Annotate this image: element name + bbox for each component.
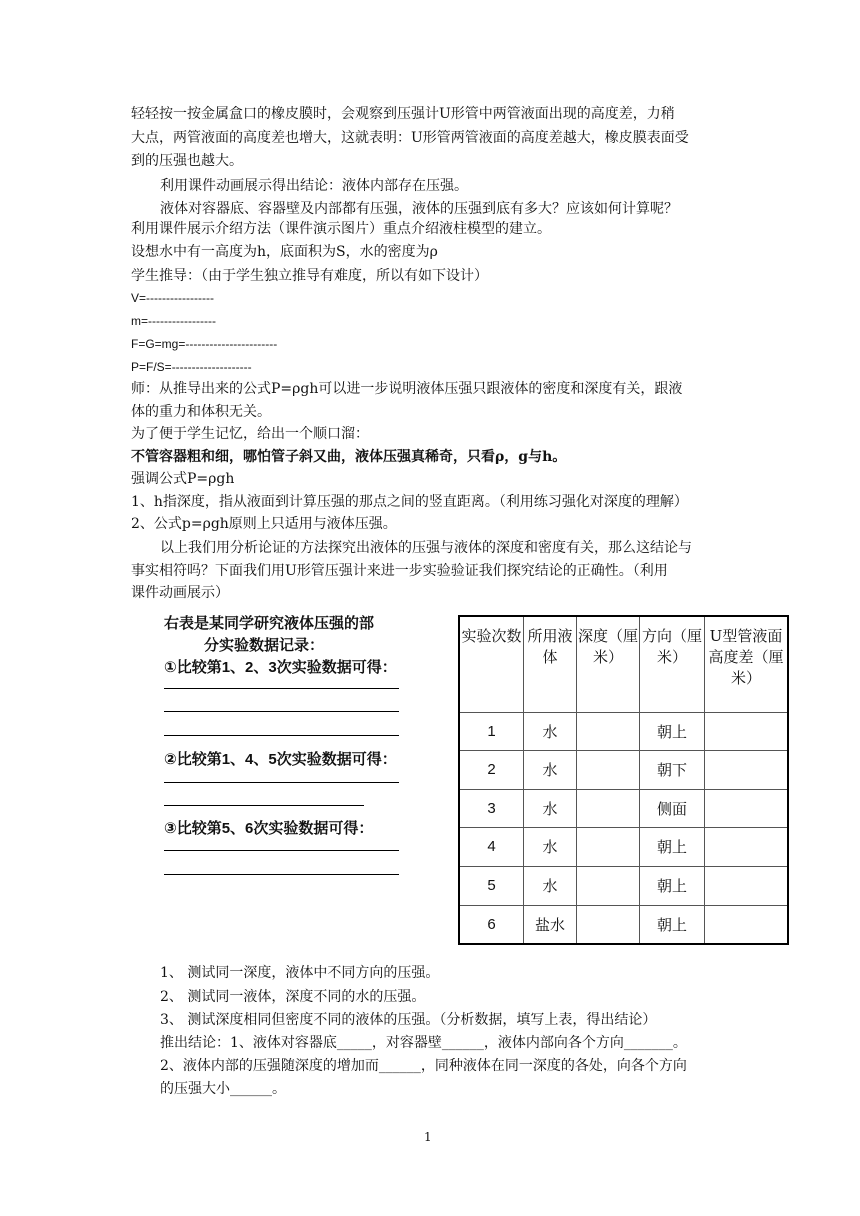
table-row (459, 866, 788, 905)
answer-line[interactable] (164, 735, 399, 736)
header-depth: 深度（厘米） (577, 616, 640, 712)
formula-v: V=----------------- (131, 291, 214, 305)
paragraph-1: 轻轻按一按金属盒口的橡皮膜时，会观察到压强计U形管中两管液面出现的高度差，力稍 (131, 106, 675, 122)
paragraph-13: 1、h指深度，指从液面到计算压强的那点之间的竖直距离。（利用练习强化对深度的理解） (131, 494, 688, 510)
cell-height-diff[interactable] (705, 866, 789, 905)
paragraph-3: 到的压强也越大。 (131, 153, 243, 169)
question-title-line2: 分实验数据记录： (204, 637, 325, 654)
table-row (459, 789, 788, 827)
paragraph-16: 事实相符吗？下面我们用U形管压强计来进一步实验验证我们探究结论的正确性。（利用 (131, 563, 668, 579)
page-number: 1 (424, 1130, 432, 1144)
header-height-diff: U型管液面高度差（厘米） (705, 616, 789, 712)
table-row (459, 827, 788, 866)
cell-trial: 1 (459, 712, 524, 750)
cell-height-diff[interactable] (705, 712, 789, 750)
table-row (459, 905, 788, 944)
paragraph-11: 为了便于学生记忆，给出一个顺口溜： (131, 426, 369, 442)
cell-liquid: 盐水 (524, 905, 577, 944)
cell-liquid: 水 (524, 866, 577, 905)
cell-direction: 朝下 (640, 750, 705, 789)
paragraph-4: 利用课件动画展示得出结论：液体内部存在压强。 (160, 178, 468, 194)
question-title-line1: 右表是某同学研究液体压强的部 (164, 615, 375, 632)
test-item-2: 2、 测试同一液体，深度不同的水的压强。 (160, 989, 426, 1005)
paragraph-15: 以上我们用分析论证的方法探究出液体的压强与液体的深度和密度有关，那么这结论与 (160, 540, 692, 556)
test-item-3: 3、 测试深度相同但密度不同的液体的压强。（分析数据，填写上表，得出结论） (160, 1012, 657, 1028)
cell-liquid: 水 (524, 712, 577, 750)
cell-depth[interactable] (577, 789, 640, 827)
table-header-row (459, 616, 788, 712)
cell-trial: 3 (459, 789, 524, 827)
formula-m: m=----------------- (131, 314, 216, 328)
cell-liquid: 水 (524, 789, 577, 827)
cell-depth[interactable] (577, 750, 640, 789)
answer-line[interactable] (164, 688, 399, 689)
answer-line[interactable] (164, 850, 399, 851)
cell-depth[interactable] (577, 827, 640, 866)
cell-direction: 朝上 (640, 827, 705, 866)
cell-trial: 4 (459, 827, 524, 866)
paragraph-17: 课件动画展示） (131, 585, 229, 601)
cell-direction: 朝上 (640, 712, 705, 750)
experiment-table (458, 615, 789, 945)
header-trial: 实验次数 (459, 616, 524, 712)
cell-depth[interactable] (577, 712, 640, 750)
cell-depth[interactable] (577, 866, 640, 905)
paragraph-8: 学生推导：（由于学生独立推导有难度，所以有如下设计） (131, 268, 488, 284)
question-2: ②比较第1、4、5次实验数据可得： (164, 751, 397, 768)
cell-direction: 朝上 (640, 866, 705, 905)
cell-trial: 2 (459, 750, 524, 789)
question-3: ③比较第5、6次实验数据可得： (164, 820, 374, 837)
formula-p: P=F/S=-------------------- (131, 360, 252, 374)
conclusion-2-cont: 的压强大小______。 (160, 1081, 286, 1097)
answer-line[interactable] (164, 711, 399, 712)
formula-f: F=G=mg=----------------------- (131, 337, 278, 351)
cell-direction: 朝上 (640, 905, 705, 944)
header-liquid: 所用液体 (524, 616, 577, 712)
test-item-1: 1、 测试同一深度，液体中不同方向的压强。 (160, 965, 440, 981)
table-row (459, 712, 788, 750)
cell-depth[interactable] (577, 905, 640, 944)
rhyme: 不管容器粗和细，哪怕管子斜又曲，液体压强真稀奇，只看ρ，g与h。 (131, 449, 567, 465)
paragraph-12: 强调公式P=ρgh (131, 471, 235, 487)
answer-line[interactable] (164, 805, 364, 806)
cell-liquid: 水 (524, 750, 577, 789)
conclusion-1: 推出结论：1、液体对容器底_____，对容器壁______，液体内部向各个方向_______。 (160, 1035, 687, 1051)
cell-height-diff[interactable] (705, 750, 789, 789)
cell-liquid: 水 (524, 827, 577, 866)
answer-line[interactable] (164, 874, 399, 875)
answer-line[interactable] (164, 782, 399, 783)
conclusion-2: 2、液体内部的压强随深度的增加而______，同种液体在同一深度的各处，向各个方向 (160, 1058, 687, 1074)
paragraph-10: 体的重力和体积无关。 (131, 404, 271, 420)
cell-direction: 侧面 (640, 789, 705, 827)
cell-height-diff[interactable] (705, 827, 789, 866)
question-1: ①比较第1、2、3次实验数据可得： (164, 659, 397, 676)
cell-height-diff[interactable] (705, 905, 789, 944)
table-row (459, 750, 788, 789)
paragraph-5: 液体对容器底、容器壁及内部都有压强，液体的压强到底有多大？应该如何计算呢？ (160, 201, 678, 217)
cell-height-diff[interactable] (705, 789, 789, 827)
paragraph-2: 大点，两管液面的高度差也增大，这就表明：U形管两管液面的高度差越大，橡皮膜表面受 (131, 130, 689, 146)
header-direction: 方向（厘米） (640, 616, 705, 712)
paragraph-6: 利用课件展示介绍方法（课件演示图片）重点介绍液柱模型的建立。 (131, 221, 551, 237)
paragraph-7: 设想水中有一高度为h，底面积为S，水的密度为ρ (131, 244, 438, 260)
paragraph-14: 2、公式p=ρgh原则上只适用与液体压强。 (131, 516, 397, 532)
cell-trial: 5 (459, 866, 524, 905)
cell-trial: 6 (459, 905, 524, 944)
paragraph-9: 师：从推导出来的公式P=ρgh可以进一步说明液体压强只跟液体的密度和深度有关，跟液 (131, 381, 683, 397)
